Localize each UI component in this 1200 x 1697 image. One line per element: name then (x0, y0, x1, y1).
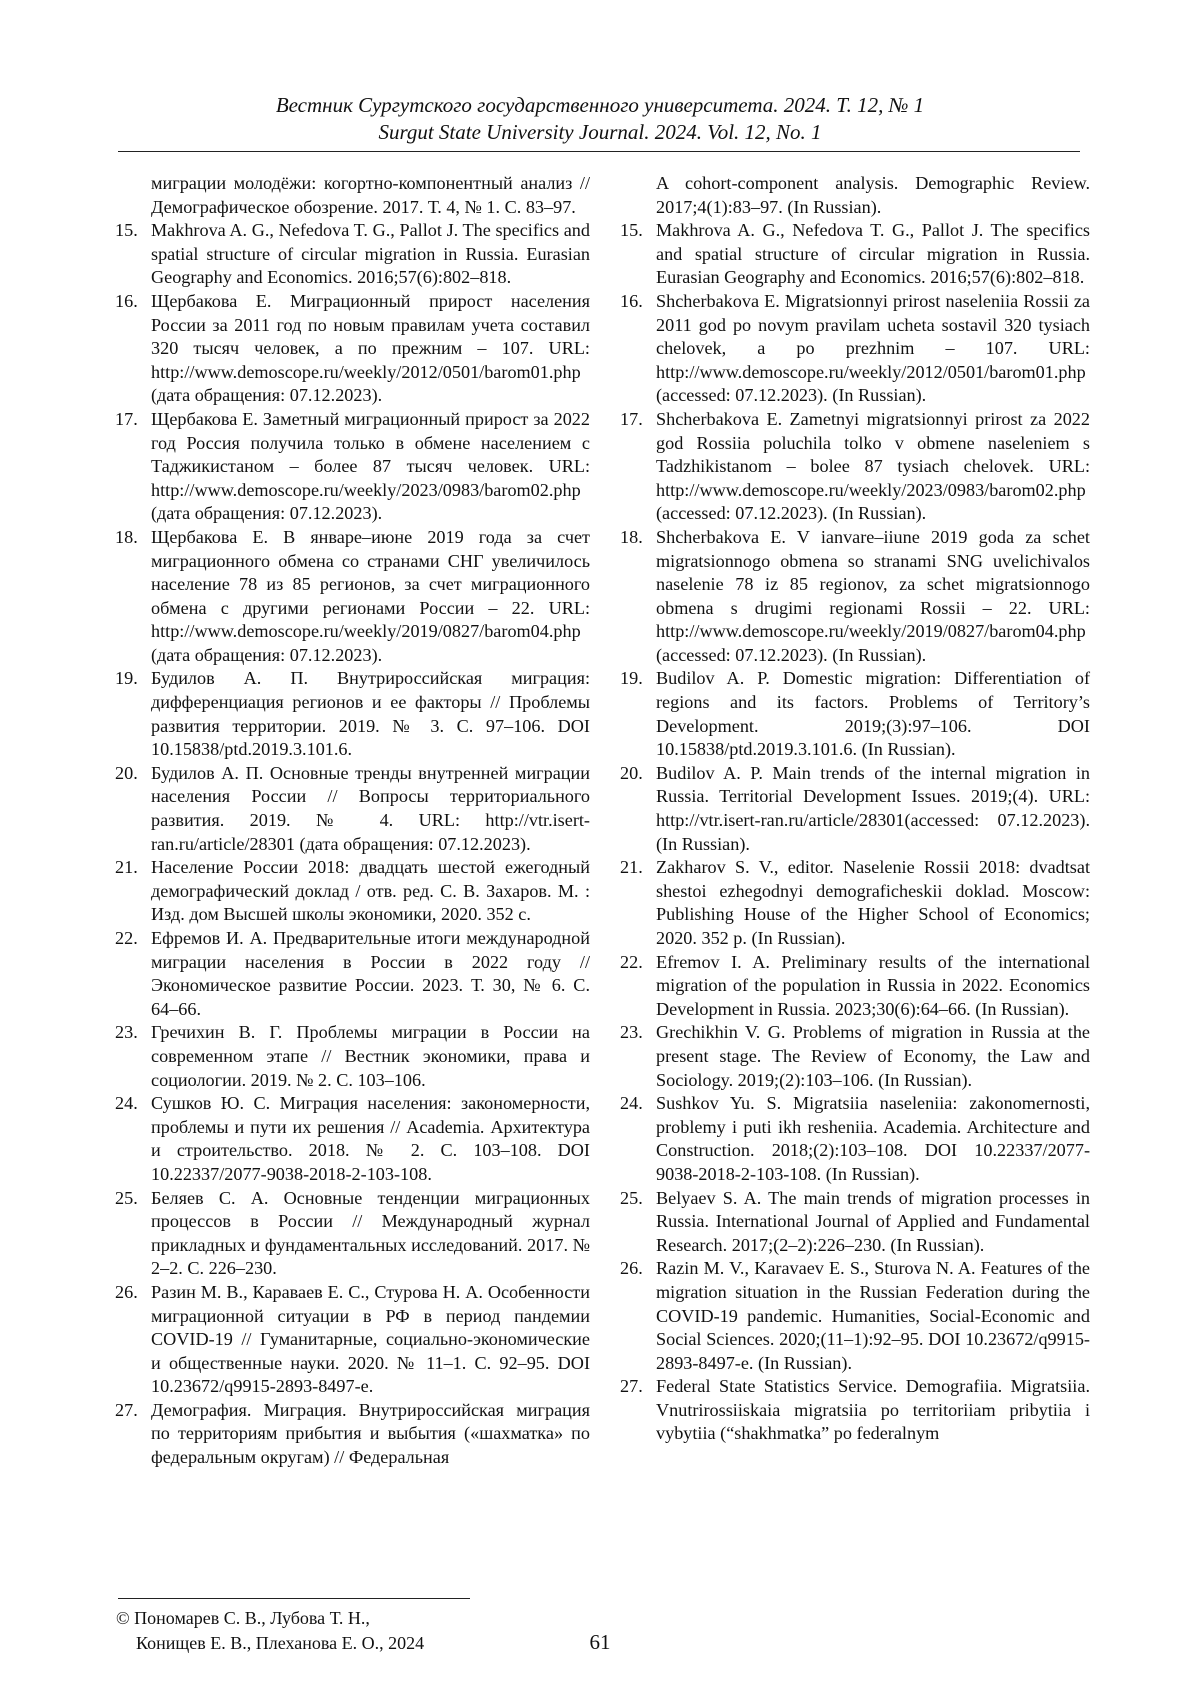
reference-number: 20. (620, 762, 643, 783)
reference-item (115, 762, 590, 856)
reference-text: Будилов А. П. Внутрироссийская миграция: дифференциация регионов и ее факторы // Проблемы развития территории. 2019. № 3. С. 97–106. DOI 10.15838/ptd.2019.3.101.6. (151, 668, 590, 760)
reference-text: Щербакова Е. В январе–июне 2019 года за счет миграционного обмена со странами СНГ увеличилось население 78 из 85 регионов, за счет миграционного обмена с другими регионами России – 22. URL: http://www.demoscope.ru/weekly/2019/0827/barom04.php (дата обращения: 07.12.2023). (151, 526, 590, 665)
reference-number: 17. (620, 408, 643, 429)
reference-number: 24. (620, 1093, 643, 1114)
reference-number: 23. (115, 1022, 138, 1043)
reference-item (115, 1092, 590, 1186)
reference-number: 26. (620, 1258, 643, 1279)
reference-item (115, 219, 590, 290)
reference-text: A cohort-component analysis. Demographic Review. 2017;4(1):83–97. (In Russian). (656, 173, 1090, 217)
reference-text: Belyaev S. A. The main trends of migration processes in Russia. International Journal of Applied and Fundamental Research. 2017;(2–2):226–230. (In Russian). (656, 1187, 1090, 1255)
reference-number: 15. (115, 220, 138, 241)
reference-item (620, 1375, 1090, 1446)
journal-title-ru: Вестник Сургутского государственного университета. 2024. Т. 12, № 1 (275, 93, 925, 117)
reference-text: Ефремов И. А. Предварительные итоги международной миграции населения в России в 2022 году // Экономическое развитие России. 2023. Т. 30, № 6. С. 64–66. (151, 928, 590, 1019)
reference-number: 19. (115, 668, 138, 689)
reference-item (620, 762, 1090, 856)
reference-item (115, 172, 590, 219)
footnote-rule (118, 1598, 470, 1599)
reference-number: 27. (620, 1376, 643, 1397)
reference-item (620, 667, 1090, 761)
reference-number: 25. (620, 1187, 643, 1208)
reference-text: Щербакова Е. Заметный миграционный прирост за 2022 год Россия получила только в обмене населением с Таджикистаном – более 87 тысяч человек. URL: http://www.demoscope.ru/weekly/2023/0983/barom02.php (дата обращения: 07.12.2023). (151, 408, 590, 524)
reference-number: 18. (620, 526, 643, 547)
reference-number: 21. (620, 857, 643, 878)
reference-text: Shcherbakova E. Migratsionnyi prirost naseleniia Rossii za 2011 god po novym pravilam ucheta sostavil 320 tysiach chelovek, a po prezhnim – 107. URL: http://www.demoscope.ru/weekly/2012/0501/barom01.php (accessed: 07.12.2023). (In Russian). (656, 290, 1090, 406)
reference-text: Беляев С. А. Основные тенденции миграционных процессов в России // Международный журнал прикладных и фундаментальных исследований. 2017. № 2–2. С. 226–230. (151, 1187, 590, 1279)
reference-item (620, 526, 1090, 668)
reference-text: Shcherbakova E. V ianvare–iiune 2019 goda za schet migratsionnogo obmena so stranami SNG uvelichivalos naselenie 78 iz 85 regionov, za schet migratsionnogo obmena s drugimi regionami Rossii – 22. URL: http://www.demoscope.ru/weekly/2019/0827/barom04.php (accessed: 07.12.2023). (In Russian). (656, 526, 1090, 665)
reference-number: 15. (620, 220, 643, 241)
reference-item (115, 927, 590, 1021)
references-english-column (620, 172, 1090, 1446)
reference-item (115, 526, 590, 668)
reference-text: Shcherbakova E. Zametnyi migratsionnyi prirost za 2022 god Rossiia poluchila tolko v obmene naseleniem s Tadzhikistanom – bolee 87 tysiach chelovek. URL: http://www.demoscope.ru/weekly/2023/0983/barom02.php (accessed: 07.12.2023). (In Russian). (656, 408, 1090, 524)
reference-text: Сушков Ю. С. Миграция населения: закономерности, проблемы и пути их решения // Academia. Архитектура и строительство. 2018. № 2. С. 103–108. DOI 10.22337/2077-9038-2018-2-103-108. (151, 1093, 590, 1184)
reference-item (115, 1021, 590, 1092)
reference-item (620, 1021, 1090, 1092)
reference-item (620, 951, 1090, 1022)
reference-number: 18. (115, 526, 138, 547)
journal-title-en: Surgut State University Journal. 2024. Vol. 12, No. 1 (378, 120, 822, 144)
reference-text: Makhrova A. G., Nefedova T. G., Pallot J. The specifics and spatial structure of circular migration in Russia. Eurasian Geography and Economics. 2016;57(6):802–818. (151, 220, 590, 288)
reference-item (115, 290, 590, 408)
header-rule (118, 151, 1080, 152)
reference-text: Efremov I. A. Preliminary results of the international migration of the population in Russia in 2022. Economics Development in Russia. 2023;30(6):64–66. (In Russian). (656, 951, 1090, 1019)
reference-item (620, 1092, 1090, 1186)
reference-item (115, 408, 590, 526)
reference-text: Federal State Statistics Service. Demografiia. Migratsiia. Vnutrirossiiskaia migratsiia po territoriiam pribytiia i vybytiia (“shakhmatka” po federalnym (656, 1376, 1090, 1444)
reference-number: 17. (115, 408, 138, 429)
reference-number: 19. (620, 668, 643, 689)
reference-number: 24. (115, 1093, 138, 1114)
reference-text: Zakharov S. V., editor. Naselenie Rossii 2018: dvadtsat shestoi ezhegodnyi demograficheskii doklad. Moscow: Publishing House of the Higher School of Economics; 2020. 352 p. (In Russian). (656, 857, 1090, 948)
reference-text: Budilov A. P. Domestic migration: Differentiation of regions and its factors. Problems of Territory’s Development. 2019;(3):97–106. DOI 10.15838/ptd.2019.3.101.6. (In Russian). (656, 668, 1090, 760)
reference-number: 16. (115, 290, 138, 311)
reference-number: 23. (620, 1022, 643, 1043)
references-russian-column (115, 172, 590, 1470)
copyright-line-2: Конищев Е. В., Плеханова Е. О., 2024 (136, 1633, 425, 1653)
reference-number: 16. (620, 290, 643, 311)
page-number: 61 (589, 1630, 611, 1654)
reference-text: Makhrova A. G., Nefedova T. G., Pallot J. The specifics and spatial structure of circular migration in Russia. Eurasian Geography and Economics. 2016;57(6):802–818. (656, 220, 1090, 288)
reference-item (620, 1257, 1090, 1375)
reference-number: 27. (115, 1399, 138, 1420)
reference-text: Население России 2018: двадцать шестой ежегодный демографический доклад / отв. ред. С. В. Захаров. М. : Изд. дом Высшей школы экономики, 2020. 352 с. (151, 857, 590, 925)
reference-item (115, 667, 590, 761)
journal-header (0, 92, 1200, 146)
reference-text: Гречихин В. Г. Проблемы миграции в России на современном этапе // Вестник экономики, права и социологии. 2019. № 2. С. 103–106. (151, 1022, 590, 1090)
reference-text: Razin M. V., Karavaev E. S., Sturova N. A. Features of the migration situation in the Russian Federation during the COVID-19 pandemic. Humanities, Social-Economic and Social Sciences. 2020;(11–1):92–95. DOI 10.23672/q9915-2893-8497-e. (In Russian). (656, 1258, 1090, 1373)
reference-item (620, 172, 1090, 219)
reference-text: Budilov A. P. Main trends of the internal migration in Russia. Territorial Development Issues. 2019;(4). URL: http://vtr.isert-ran.ru/article/28301(accessed: 07.12.2023). (In Russian). (656, 762, 1090, 854)
reference-item (115, 1281, 590, 1399)
reference-text: Sushkov Yu. S. Migratsiia naseleniia: zakonomernosti, problemy i puti ikh resheniia. Academia. Architecture and Construction. 2018;(2):103–108. DOI 10.22337/2077-9038-2018-2-103-108. (In Russian). (656, 1093, 1090, 1184)
reference-item (620, 856, 1090, 950)
reference-number: 21. (115, 857, 138, 878)
reference-item (620, 219, 1090, 290)
reference-number: 25. (115, 1187, 138, 1208)
reference-text: миграции молодёжи: когортно-компонентный анализ // Демографическое обозрение. 2017. Т. 4, № 1. С. 83–97. (151, 173, 590, 217)
reference-number: 22. (115, 928, 138, 948)
reference-item (620, 408, 1090, 526)
reference-text: Будилов А. П. Основные тренды внутренней миграции населения России // Вопросы территориального развития. 2019. № 4. URL: http://vtr.isert-ran.ru/article/28301 (дата обращения: 07.12.2023). (151, 762, 590, 854)
reference-number: 20. (115, 762, 138, 783)
reference-number: 22. (620, 951, 643, 972)
reference-item (620, 1187, 1090, 1258)
reference-text: Разин М. В., Караваев Е. С., Стурова Н. А. Особенности миграционной ситуации в РФ в период пандемии COVID-19 // Гуманитарные, социально-экономические и общественные науки. 2020. № 11–1. С. 92–95. DOI 10.23672/q9915-2893-8497-e. (151, 1281, 590, 1397)
reference-number: 26. (115, 1281, 138, 1302)
reference-text: Grechikhin V. G. Problems of migration in Russia at the present stage. The Review of Economy, the Law and Sociology. 2019;(2):103–106. (In Russian). (656, 1022, 1090, 1090)
reference-item (620, 290, 1090, 408)
reference-item (115, 1187, 590, 1281)
reference-text: Щербакова Е. Миграционный прирост населения России за 2011 год по новым правилам учета составил 320 тысяч человек, а по прежним – 107. URL: http://www.demoscope.ru/weekly/2012/0501/barom01.php (дата обращения: 07.12.2023). (151, 290, 590, 406)
reference-text: Демография. Миграция. Внутрироссийская миграция по территориям прибытия и выбытия («шахматка» по федеральным округам) // Федеральная (151, 1399, 590, 1468)
copyright-line-1: © Пономарев С. В., Лубова Т. Н., (116, 1608, 370, 1628)
reference-item (115, 1399, 590, 1470)
reference-item (115, 856, 590, 927)
